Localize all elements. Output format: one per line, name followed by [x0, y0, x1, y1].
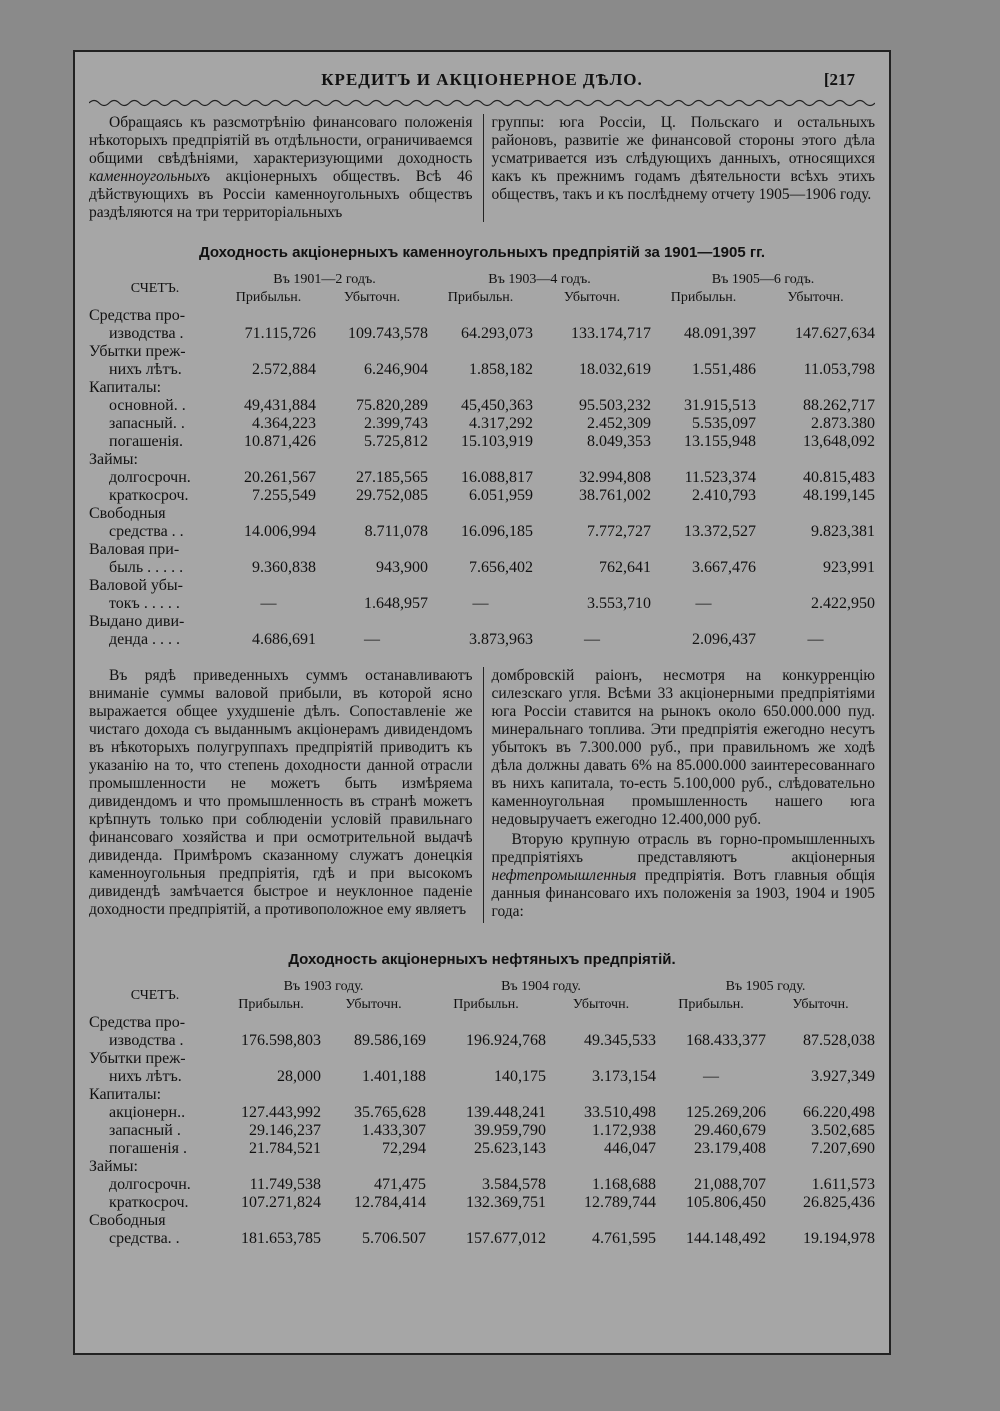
table-row — [89, 1050, 875, 1068]
cell-value: 26.825,436 — [803, 1194, 875, 1211]
cell-value: 19.194,978 — [803, 1230, 875, 1247]
empty-cell — [221, 1086, 875, 1104]
cell-value: 168.433,377 — [686, 1032, 766, 1049]
cell-value: 446,047 — [604, 1140, 656, 1157]
cell-value: 109.743,578 — [348, 325, 428, 342]
empty-cell — [221, 577, 875, 595]
cell-value: 32.994,808 — [579, 469, 651, 486]
cell-value: 21,088,707 — [694, 1176, 766, 1193]
empty-cell — [221, 379, 875, 397]
cell-value: 29.752,085 — [356, 487, 428, 504]
cell-value: 105.806,450 — [686, 1194, 766, 1211]
intro-left-text-b: акціонерныхъ обществъ. Всѣ 46 дѣйствующихъ въ Россіи каменноугольныхъ обществъ раздѣляются на три территоріальныхъ — [89, 168, 473, 221]
row-label: нихъ лѣтъ. — [109, 361, 182, 378]
middle-right-para-2 — [492, 831, 876, 921]
middle-right-text-b: предпріятія. Вотъ главныя общія данныя финансоваго ихъ положенія за 1903, 1904 и 1905 года: — [491, 867, 875, 920]
table1-year-header: Въ 1903—4 годъ. — [488, 272, 591, 287]
row-label: Свободныя — [89, 505, 166, 522]
table1-title: Доходность акціонерныхъ каменноугольныхъ предпріятій за 1901—1905 гг. — [198, 244, 766, 261]
row-label: запасный . — [109, 1122, 181, 1139]
cell-value: 139.448,241 — [466, 1104, 546, 1121]
cell-value: 48.199,145 — [803, 487, 875, 504]
cell-value: 1.858,182 — [469, 361, 533, 378]
cell-value: 943,900 — [376, 559, 428, 576]
cell-value: 29.460,679 — [694, 1122, 766, 1139]
cell-value: 5.535,097 — [692, 415, 756, 432]
cell-value: 2.873.380 — [811, 415, 875, 432]
table2-year-header: Въ 1905 году. — [725, 979, 806, 994]
middle-right-italic: нефтепромышленныя — [491, 867, 637, 884]
row-label: запасный. . — [109, 415, 185, 432]
table1-year-header: Въ 1905—6 годъ. — [711, 272, 815, 287]
cell-value: 762,641 — [599, 559, 651, 576]
cell-value: — — [260, 595, 277, 612]
table-row — [89, 1032, 875, 1050]
cell-value: 72,294 — [382, 1140, 426, 1157]
cell-value: 27.185,565 — [356, 469, 428, 486]
empty-cell — [221, 1158, 875, 1176]
cell-value: 75.820,289 — [356, 397, 428, 414]
cell-value: 3.927,349 — [811, 1068, 875, 1085]
cell-value: — — [695, 595, 712, 612]
cell-value: 35.765,628 — [354, 1104, 426, 1121]
cell-value: 1.648,957 — [364, 595, 428, 612]
empty-cell — [221, 1212, 875, 1230]
intro-left-column — [89, 114, 483, 222]
row-label: нихъ лѣтъ. — [109, 1068, 182, 1085]
cell-value: 66.220,498 — [803, 1104, 875, 1121]
table-row — [89, 577, 875, 595]
table1-schet-header: СЧЕТЪ. — [130, 281, 180, 296]
table2-sub-header: Прибыльн. — [678, 997, 744, 1012]
cell-value: 4.364,223 — [252, 415, 316, 432]
row-label: Выдано диви- — [89, 613, 185, 630]
cell-value: 11.523,374 — [684, 469, 756, 486]
row-label: Убытки преж- — [89, 1050, 186, 1067]
cell-value: 33.510,498 — [584, 1104, 656, 1121]
empty-cell — [221, 541, 875, 559]
cell-value: 7.255,549 — [252, 487, 316, 504]
cell-value: 1.168,688 — [592, 1176, 656, 1193]
table-row — [89, 469, 875, 487]
middle-right-para-1: домбровскій раіонъ, несмотря на конкурренцію силезскаго угля. Всѣми 33 акціонерными предпріятіями юга Россіи ставится на рынокъ около 650.000.000 пуд. минеральнаго топлива. Эти предпріятія ежегодно несутъ убытокъ въ 7.300.000 руб., при правильномъ же ходѣ дѣла должны давать 6% на 85.000.000 заинтересованнаго въ нихъ капитала, то-есть 5.100,000 руб., слѣдовательно каменноугольная промышленность нашего юга недовыручаетъ ежегодно 12.400,000 руб. — [491, 667, 875, 828]
empty-cell — [221, 613, 875, 631]
empty-cell — [221, 307, 875, 325]
cell-value: 7.656,402 — [469, 559, 533, 576]
intro-left-text-a: Обращаясь къ разсмотрѣнію финансоваго положенія нѣкоторыхъ предпріятій въ отдѣльности, ограничиваемся общими свѣдѣніями, характеризующими доходность — [89, 114, 473, 167]
cell-value: 147.627,634 — [795, 325, 875, 342]
table2-sub-header: Прибыльн. — [238, 997, 304, 1012]
table-row — [89, 397, 875, 415]
cell-value: 13,648,092 — [803, 433, 875, 450]
middle-section — [89, 667, 875, 923]
cell-value: 144.148,492 — [686, 1230, 766, 1247]
cell-value: 4.761,595 — [592, 1230, 656, 1247]
page-header — [89, 70, 875, 96]
cell-value: 133.174,717 — [571, 325, 651, 342]
cell-value: 2.410,793 — [692, 487, 756, 504]
table1-sub-header: Убыточн. — [787, 290, 844, 305]
table-row — [89, 1086, 875, 1104]
table-row — [89, 1194, 875, 1212]
cell-value: 48.091,397 — [684, 325, 756, 342]
table1-sub-header: Прибыльн. — [670, 290, 737, 305]
table-row — [89, 487, 875, 505]
cell-value: 4.686,691 — [252, 631, 316, 648]
table-row — [89, 523, 875, 541]
table2-year-header: Въ 1903 году. — [283, 979, 364, 994]
cell-value: 125.269,206 — [686, 1104, 766, 1121]
cell-value: 16.096,185 — [461, 523, 533, 540]
cell-value: 7.207,690 — [811, 1140, 875, 1157]
intro-right-column: группы: юга Россіи, Ц. Польскаго и остальныхъ районовъ, развитіе же финансовой стороны этого дѣла усматривается изъ слѣдующихъ данныхъ, относящихся какъ къ прежнимъ годамъ дѣятельности всѣхъ этихъ обществъ, такъ и къ послѣднему отчету 1905—1906 году. — [491, 114, 875, 203]
table-row — [89, 1014, 875, 1032]
row-label: краткосроч. — [109, 1194, 189, 1211]
cell-value: 38.761,002 — [579, 487, 651, 504]
table-row — [89, 415, 875, 433]
cell-value: 6.246,904 — [364, 361, 428, 378]
table1-sub-header: Убыточн. — [343, 290, 401, 305]
cell-value: 25.623,143 — [474, 1140, 546, 1157]
wavy-rule — [89, 98, 875, 108]
table-row — [89, 1230, 875, 1248]
cell-value: 88.262,717 — [803, 397, 875, 414]
cell-value: 10.871,426 — [244, 433, 316, 450]
row-label: Валовой убы- — [89, 577, 183, 594]
table2-sub-header: Убыточн. — [792, 997, 849, 1012]
cell-value: 2.399,743 — [364, 415, 428, 432]
table-row — [89, 1104, 875, 1122]
cell-value: 2.422,950 — [811, 595, 875, 612]
table1-year-row — [89, 271, 875, 289]
table-row — [89, 1140, 875, 1158]
cell-value: 4.317,292 — [469, 415, 533, 432]
cell-value: 14.006,994 — [244, 523, 316, 540]
row-label: быль . . . . . — [109, 559, 184, 576]
row-label: Займы: — [89, 451, 138, 468]
table2-sub-header: Убыточн. — [572, 997, 630, 1012]
row-label: погашенія. — [109, 433, 184, 450]
row-label: изводства . — [109, 325, 184, 342]
cell-value: 2.096,437 — [692, 631, 756, 648]
cell-value: 95.503,232 — [579, 397, 651, 414]
cell-value: 6.051,959 — [469, 487, 533, 504]
row-label: средства. . — [109, 1230, 180, 1247]
cell-value: 1.433,307 — [362, 1122, 426, 1139]
cell-value: 471,475 — [374, 1176, 426, 1193]
cell-value: 923,991 — [823, 559, 875, 576]
row-label: Капиталы: — [89, 1086, 162, 1103]
row-label: токъ . . . . . — [109, 595, 180, 612]
cell-value: 196.924,768 — [466, 1032, 546, 1049]
page-content — [89, 70, 875, 1353]
cell-value: 13.155,948 — [684, 433, 756, 450]
cell-value: 1.551,486 — [692, 361, 756, 378]
table1-body — [89, 307, 875, 649]
cell-value: 11.053,798 — [803, 361, 875, 378]
table2-schet-header: СЧЕТЪ. — [130, 988, 180, 1003]
cell-value: 49.345,533 — [584, 1032, 656, 1049]
cell-value: 1.172,938 — [592, 1122, 656, 1139]
cell-value: 39.959,790 — [474, 1122, 546, 1139]
cell-value: 181.653,785 — [241, 1230, 321, 1247]
cell-value: 8.711,078 — [364, 523, 428, 540]
cell-value: 49,431,884 — [244, 397, 316, 414]
row-label: Средства про- — [89, 307, 186, 324]
cell-value: — — [807, 631, 824, 648]
cell-value: 13.372,527 — [684, 523, 756, 540]
cell-value: 5.706.507 — [362, 1230, 426, 1247]
table2-sub-header: Убыточн. — [345, 997, 402, 1012]
cell-value: 3.502,685 — [811, 1122, 875, 1139]
cell-value: 71.115,726 — [244, 325, 316, 342]
cell-value: 20.261,567 — [244, 469, 316, 486]
cell-value: 31.915,513 — [684, 397, 756, 414]
cell-value: 107.271,824 — [241, 1194, 321, 1211]
cell-value: 3.873,963 — [469, 631, 533, 648]
cell-value: 9.360,838 — [252, 559, 316, 576]
cell-value: 21.784,521 — [249, 1140, 321, 1157]
table2-sub-header: Прибыльн. — [453, 997, 519, 1012]
table2-title: Доходность акціонерныхъ нефтяныхъ предпріятій. — [288, 951, 676, 968]
cell-value: 132.369,751 — [466, 1194, 546, 1211]
cell-value: 1.401,188 — [362, 1068, 426, 1085]
cell-value: 5.725,812 — [364, 433, 428, 450]
row-label: долгосрочн. — [109, 1176, 191, 1193]
cell-value: 2.452,309 — [587, 415, 651, 432]
table-row — [89, 613, 875, 631]
row-label: Займы: — [89, 1158, 138, 1175]
cell-value: 11.749,538 — [249, 1176, 321, 1193]
row-label: краткосроч. — [109, 487, 189, 504]
oil-table — [89, 978, 875, 1248]
intro-section — [89, 114, 875, 222]
cell-value: 64.293,073 — [461, 325, 533, 342]
cell-value: 18.032,619 — [579, 361, 651, 378]
cell-value: 1.611,573 — [811, 1176, 875, 1193]
table-row — [89, 343, 875, 361]
row-label: акціонерн.. — [109, 1104, 186, 1121]
page — [73, 50, 891, 1355]
cell-value: 87.528,038 — [803, 1032, 875, 1049]
table-row — [89, 1212, 875, 1230]
table-row — [89, 541, 875, 559]
table-row — [89, 1176, 875, 1194]
table-row — [89, 1068, 875, 1086]
empty-cell — [221, 505, 875, 523]
cell-value: 127.443,992 — [241, 1104, 321, 1121]
cell-value: 8.049,353 — [587, 433, 651, 450]
table-row — [89, 433, 875, 451]
table1-sub-header: Убыточн. — [563, 290, 621, 305]
cell-value: — — [364, 631, 380, 648]
row-label: погашенія . — [109, 1140, 188, 1157]
empty-cell — [221, 343, 875, 361]
cell-value: 15.103,919 — [461, 433, 533, 450]
cell-value: 16.088,817 — [461, 469, 533, 486]
row-label: долгосрочн. — [109, 469, 191, 486]
middle-right-text-a: Вторую крупную отрасль въ горно-промышленныхъ предпріятіяхъ представляютъ акціонерныя — [491, 831, 875, 866]
table-row — [89, 1122, 875, 1140]
intro-left-italic: каменноугольныхъ — [89, 168, 211, 185]
table-row — [89, 325, 875, 343]
cell-value: 12.789,744 — [584, 1194, 656, 1211]
cell-value: 45,450,363 — [461, 397, 533, 414]
row-label: Капиталы: — [89, 379, 162, 396]
page-title: КРЕДИТЪ И АКЦІОНЕРНОЕ ДѢЛО. — [321, 70, 643, 89]
middle-right-column — [484, 667, 876, 923]
table-row — [89, 307, 875, 325]
table1-sub-header: Прибыльн. — [235, 290, 302, 305]
empty-cell — [221, 451, 875, 469]
cell-value: 12.784,414 — [354, 1194, 426, 1211]
table-row — [89, 361, 875, 379]
cell-value: 176.598,803 — [241, 1032, 321, 1049]
table-row — [89, 631, 875, 649]
empty-cell — [221, 1014, 875, 1032]
middle-left-column: Въ рядѣ приведенныхъ суммъ останавливаютъ вниманіе суммы валовой прибыли, въ которой ясно выражается общее ухудшеніе дѣлъ. Сопоставленіе же чистаго дохода съ выданнымъ акціонерамъ дивидендомъ въ нѣкоторыхъ полугруппахъ предпріятій приводитъ къ указанію на то, что степень доходности данной отрасли промышленности не можетъ быть измѣряема дивидендомъ и что промышленность въ странѣ можетъ крѣпнуть только при соблюденіи условій правильнаго финансоваго хозяйства и при осмотрительной выдачѣ дивиденда. Примѣромъ сказанному служатъ донецкія каменноугольныя предпріятія, гдѣ и при высокомъ дивидендѣ замѣчается быстрое и неуклонное паденіе доходности предпріятій, а противоположное ему являетъ — [89, 667, 473, 918]
page-number: [217 — [823, 70, 855, 89]
empty-cell — [221, 1050, 875, 1068]
row-label: Убытки преж- — [89, 343, 186, 360]
row-label: средства . . — [109, 523, 184, 540]
row-label: Средства про- — [89, 1014, 186, 1031]
table2-body — [89, 1014, 875, 1248]
cell-value: 9.823,381 — [811, 523, 875, 540]
cell-value: 29.146,237 — [249, 1122, 321, 1139]
cell-value: 3.173,154 — [592, 1068, 656, 1085]
table-row — [89, 595, 875, 613]
cell-value: 140,175 — [494, 1068, 546, 1085]
table-row — [89, 559, 875, 577]
cell-value: 157.677,012 — [466, 1230, 546, 1247]
cell-value: 28,000 — [277, 1068, 321, 1085]
cell-value: 7.772,727 — [587, 523, 651, 540]
row-label: изводства . — [109, 1032, 184, 1049]
table-row — [89, 451, 875, 469]
table-row — [89, 379, 875, 397]
cell-value: 3.553,710 — [587, 595, 651, 612]
row-label: Валовая при- — [89, 541, 180, 558]
cell-value: 3.667,476 — [692, 559, 756, 576]
table1-sub-header: Прибыльн. — [447, 290, 514, 305]
row-label: Свободныя — [89, 1212, 166, 1229]
table1-year-header: Въ 1901—2 годъ. — [273, 272, 376, 287]
table-row — [89, 505, 875, 523]
cell-value: — — [472, 595, 489, 612]
coal-table — [89, 271, 875, 649]
table2-year-header: Въ 1904 году. — [501, 979, 581, 994]
cell-value: 3.584,578 — [482, 1176, 546, 1193]
row-label: денда . . . . — [109, 631, 181, 648]
table-row — [89, 1158, 875, 1176]
cell-value: 23.179,408 — [694, 1140, 766, 1157]
cell-value: — — [584, 631, 600, 648]
cell-value: — — [703, 1068, 719, 1085]
cell-value: 2.572,884 — [252, 361, 316, 378]
cell-value: 89.586,169 — [354, 1032, 426, 1049]
row-label: основной. . — [109, 397, 186, 414]
table2-year-row — [89, 978, 875, 996]
cell-value: 40.815,483 — [803, 469, 875, 486]
